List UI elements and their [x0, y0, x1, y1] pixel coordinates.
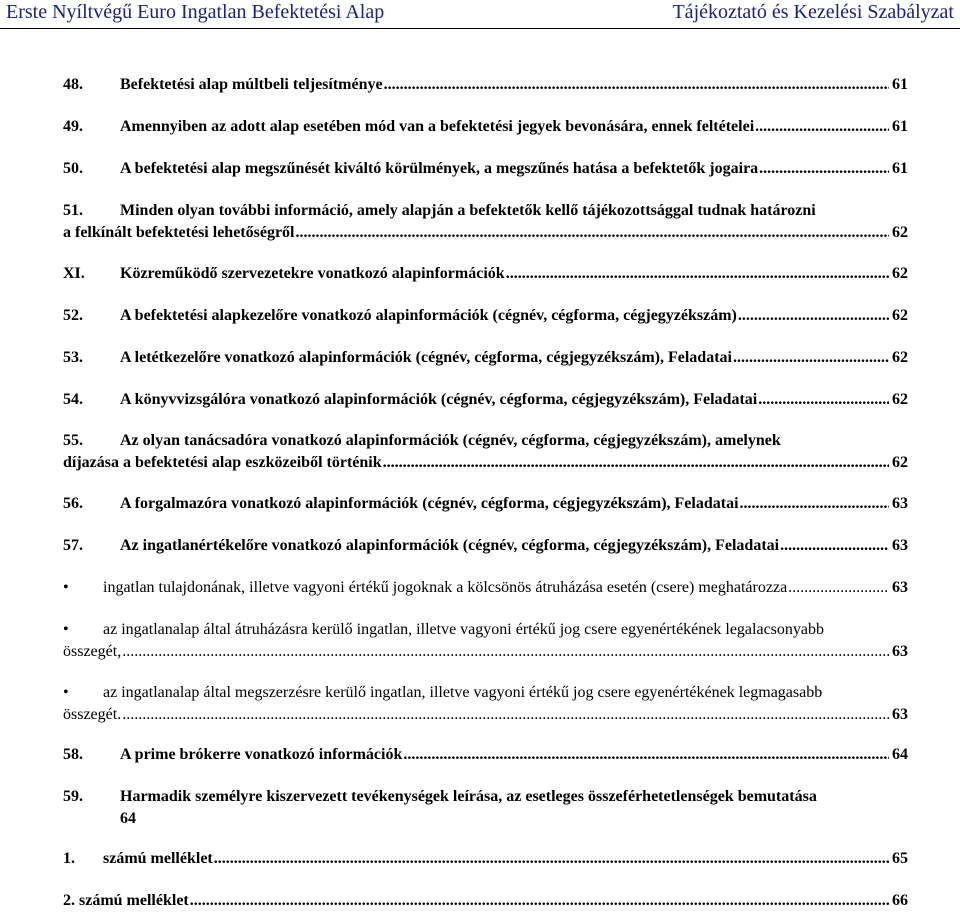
toc-title: Amennyiben az adott alap esetében mód van a befektetési jegyek bevonására, ennek feltételei	[120, 118, 755, 135]
toc-leader	[758, 389, 889, 411]
toc-page: 62	[892, 391, 908, 408]
toc-title: A befektetési alapkezelőre vonatkozó alapinformációk (cégnév, cégforma, cégjegyzékszám)	[120, 307, 737, 324]
toc-entry-annex-1[interactable]	[63, 848, 908, 870]
toc-page: 63	[892, 643, 908, 660]
toc-page: 62	[892, 454, 908, 471]
toc-title-line1: az ingatlanalap által átruházásra kerülő ingatlan, illetve vagyoni értékű jog csere egyenértékének legalacsonyabb	[103, 621, 824, 638]
toc-page: 62	[892, 349, 908, 366]
toc-entry-54[interactable]	[63, 389, 908, 411]
toc-leader	[403, 744, 889, 766]
toc-leader	[759, 158, 889, 180]
bullet-icon: •	[63, 579, 69, 596]
toc-page: 62	[892, 224, 908, 241]
toc-title-line1: Az olyan tanácsadóra vonatkozó alapinformációk (cégnév, cégforma, cégjegyzékszám), amelynek	[120, 432, 781, 449]
toc-entry-59[interactable]	[63, 786, 908, 830]
toc-page: 62	[892, 307, 908, 324]
toc-leader	[122, 641, 889, 663]
toc-bullet-entry[interactable]	[63, 682, 908, 726]
toc-entry-50[interactable]	[63, 158, 908, 180]
toc-title: számú melléklet	[103, 850, 213, 867]
toc-entry-51[interactable]	[63, 200, 908, 244]
toc-page: 61	[892, 118, 908, 135]
page-header	[0, 0, 960, 29]
toc-bullet-entry[interactable]	[63, 619, 908, 663]
toc-number: XI.	[63, 265, 85, 282]
toc-number: 2.	[63, 892, 75, 909]
toc-number: 53.	[63, 349, 83, 366]
toc-title: Befektetési alap múltbeli teljesítménye	[120, 76, 383, 93]
toc-leader	[384, 74, 889, 96]
toc-leader	[214, 848, 889, 870]
toc-leader	[740, 493, 889, 515]
toc-leader	[122, 704, 889, 726]
toc-number: 54.	[63, 391, 83, 408]
toc-title-line2: díjazása a befektetési alap eszközeiből történik	[63, 454, 382, 471]
toc-title-line1: Harmadik személyre kiszervezett tevékenységek leírása, az esetleges összeférhetetlenségek bemutatása	[120, 788, 817, 805]
toc-title-line1: Minden olyan további információ, amely alapján a befektetők kellő tájékozottsággal tudnak határozni	[120, 202, 816, 219]
toc-entry-57[interactable]	[63, 535, 908, 557]
bullet-icon: •	[63, 684, 69, 701]
toc-page: 65	[892, 850, 908, 867]
toc-page: 64	[892, 746, 908, 763]
toc-number: 51.	[63, 202, 83, 219]
toc-leader	[506, 263, 889, 285]
toc-page: 63	[892, 537, 908, 554]
toc-title: számú melléklet	[79, 892, 189, 909]
toc-title-line2: összegét.	[63, 706, 122, 723]
toc-title: A befektetési alap megszűnését kiváltó körülmények, a megszűnés hatása a befektetők jogaira	[120, 160, 759, 177]
toc-entry-53[interactable]	[63, 347, 908, 369]
toc-page: 62	[892, 265, 908, 282]
toc-title: A letétkezelőre vonatkozó alapinformációk (cégnév, cégforma, cégjegyzékszám), Feladatai	[120, 349, 732, 366]
toc-entry-58[interactable]	[63, 744, 908, 766]
toc-page: 63	[892, 495, 908, 512]
toc-number: 1.	[63, 850, 75, 867]
toc-title-line1: az ingatlanalap által megszerzésre kerülő ingatlan, illetve vagyoni értékű jog csere egyenértékének legmagasabb	[103, 684, 823, 701]
toc-number: 57.	[63, 537, 83, 554]
toc-leader	[755, 116, 889, 138]
header-doc-title: Tájékoztató és Kezelési Szabályzat	[672, 1, 954, 23]
toc-title: A prime brókerre vonatkozó információk	[120, 746, 403, 763]
toc-page: 63	[892, 579, 908, 596]
header-fund-name: Erste Nyíltvégű Euro Ingatlan Befektetési Alap	[6, 1, 385, 23]
toc-number: 59.	[63, 788, 83, 805]
toc-title-line2: összegét,	[63, 643, 122, 660]
toc-number: 58.	[63, 746, 83, 763]
toc-number: 52.	[63, 307, 83, 324]
toc-title: ingatlan tulajdonának, illetve vagyoni értékű jogoknak a kölcsönös átruházása esetén (csere) meghatározza	[103, 579, 788, 596]
toc-number: 50.	[63, 160, 83, 177]
toc-page: 61	[892, 76, 908, 93]
toc-leader	[383, 452, 889, 474]
toc-bullet-entry[interactable]	[63, 577, 908, 599]
toc-leader	[738, 305, 889, 327]
toc-page: 66	[892, 892, 908, 909]
toc-leader	[788, 577, 889, 599]
toc-number: 49.	[63, 118, 83, 135]
toc-leader	[780, 535, 889, 557]
toc-title-line2: a felkínált befektetési lehetőségről	[63, 224, 295, 241]
toc-title: A könyvvizsgálóra vonatkozó alapinformációk (cégnév, cégforma, cégjegyzékszám), Feladatai	[120, 391, 758, 408]
toc-entry-48[interactable]	[63, 74, 908, 96]
toc-page: 64	[120, 810, 136, 827]
toc-entry-49[interactable]	[63, 116, 908, 138]
toc-entry-56[interactable]	[63, 493, 908, 515]
toc-number: 56.	[63, 495, 83, 512]
bullet-icon: •	[63, 621, 69, 638]
toc-title: Az ingatlanértékelőre vonatkozó alapinformációk (cégnév, cégforma, cégjegyzékszám), Feladatai	[120, 537, 780, 554]
toc-page: 63	[892, 706, 908, 723]
toc-page: 61	[892, 160, 908, 177]
toc-title: A forgalmazóra vonatkozó alapinformációk (cégnév, cégforma, cégjegyzékszám), Feladatai	[120, 495, 739, 512]
toc-leader	[733, 347, 889, 369]
toc-entry-52[interactable]	[63, 305, 908, 327]
toc-leader	[296, 222, 890, 244]
toc-number: 48.	[63, 76, 83, 93]
toc-title: Közreműködő szervezetekre vonatkozó alapinformációk	[120, 265, 505, 282]
toc-number: 55.	[63, 432, 83, 449]
toc-entry-xi[interactable]	[63, 263, 908, 285]
toc-entry-55[interactable]	[63, 430, 908, 474]
